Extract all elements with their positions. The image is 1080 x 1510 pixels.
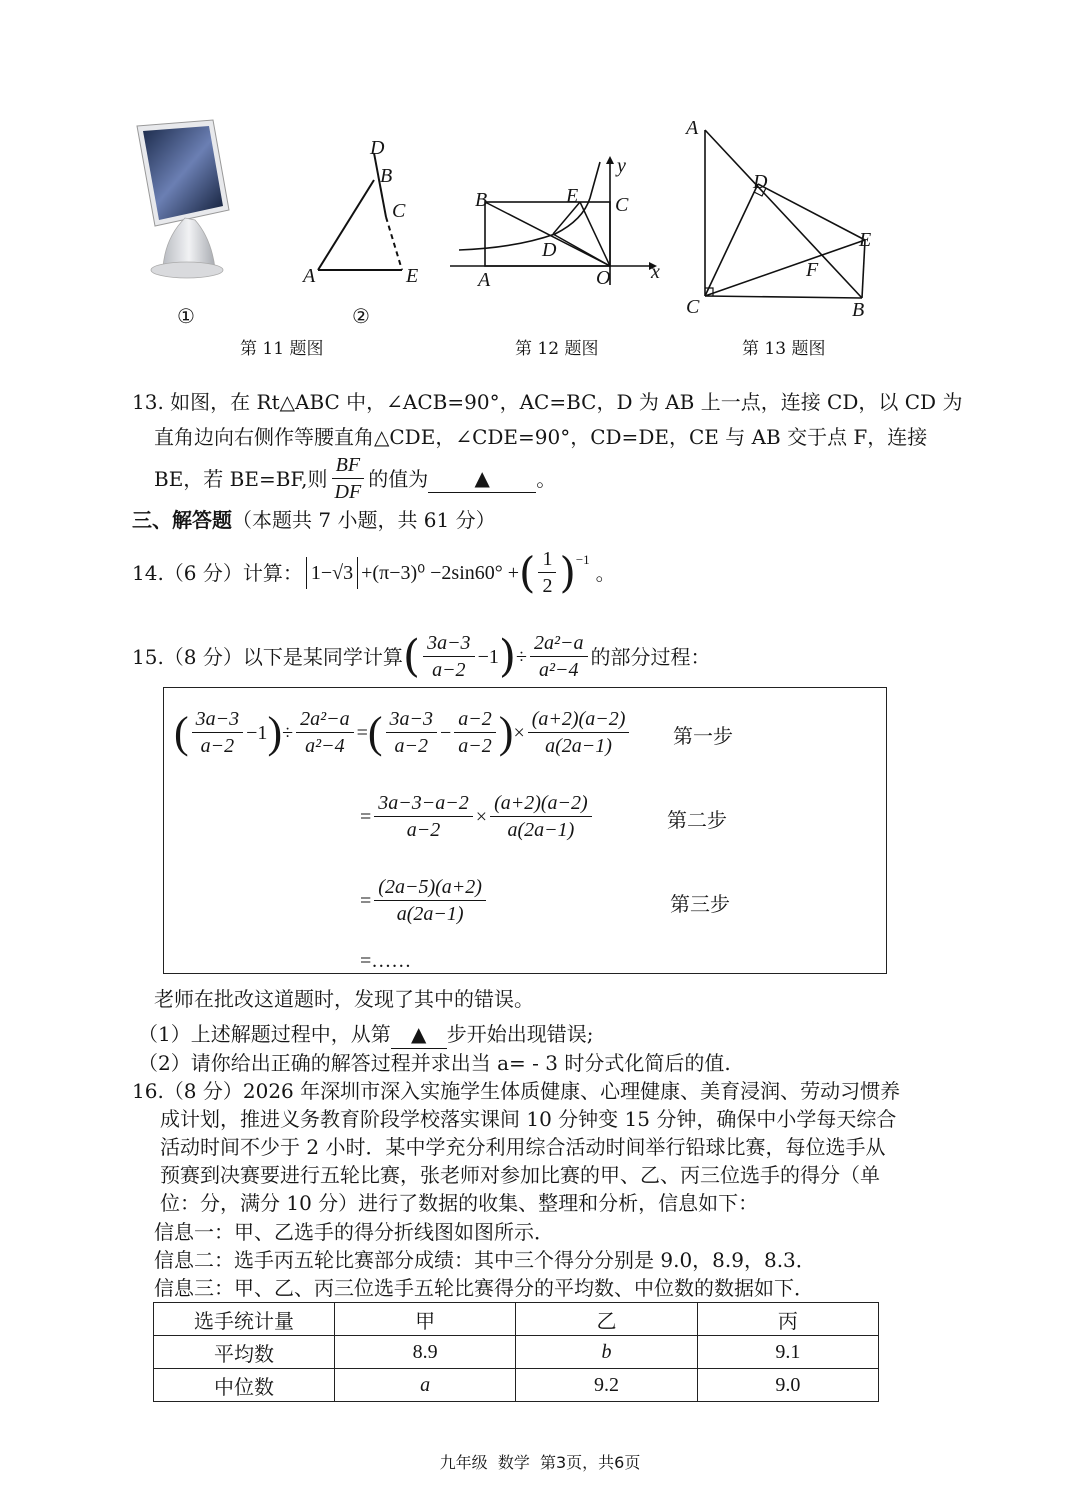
table-row [154,1369,879,1402]
q16-line-3: 活动时间不少于 2 小时．某中学充分利用综合活动时间举行铅球比赛，每位选手从 [160,1135,886,1159]
q15-div: ÷ [516,645,527,668]
q14-fraction [538,546,556,599]
fig11-point-C: C [392,200,406,222]
q16-line-5: 位：分，满分 10 分）进行了数据的收集、整理和分析，信息如下： [160,1191,759,1215]
table-cell: 8.9 [335,1336,516,1369]
q15-step-3-label: 第三步 [670,892,730,916]
q13-line-3 [154,452,556,505]
q16-line-4: 预赛到决赛要进行五轮比赛，张老师对参加比赛的甲、乙、丙三位选手的得分（单 [160,1163,880,1187]
section-3-note: （本题共 7 小题，共 61 分） [232,508,496,532]
fig12-point-B: B [475,189,488,211]
q14-line [132,546,616,599]
s2-a [374,790,473,843]
s1-b [454,706,496,759]
table-header-cell: 选手统计量 [154,1303,335,1336]
fig12-axis-y: y [617,155,626,177]
fig13-point-E: E [859,229,872,251]
fig12-point-E: E [566,185,579,207]
q15-prefix: 15.（8 分）以下是某同学计算 [132,644,403,669]
fig12-point-D: D [542,239,557,261]
q14-mid: +(π−3)⁰ −2sin60° + [361,561,520,584]
table-cell: 中位数 [154,1369,335,1402]
s1-left-f1 [192,706,244,759]
s2-a-num: 3a−3−a−2 [374,790,473,817]
s1-b-num: a−2 [454,706,496,733]
q15-paren-close: ) [498,630,517,682]
s1-a-num: 3a−3 [386,706,438,733]
q13-answer-blank[interactable]: ▲ [428,464,536,493]
q15-step-3-expr [360,874,489,927]
s1-times: × [513,721,525,744]
q15-step-2-label: 第二步 [667,808,727,832]
q16-info-1: 信息一：甲、乙选手的得分折线图如图所示． [154,1220,554,1244]
q16-stats-table [153,1302,879,1402]
s3-eq: = [360,889,372,912]
q15-step-1-expr [174,706,632,759]
s3-den: a(2a−1) [396,903,464,925]
q15-step-2-expr [360,790,595,843]
s1-a [386,706,438,759]
s3-num: (2a−5)(a+2) [374,874,486,901]
q15-f1-num: 3a−3 [423,630,475,657]
figure-11-stand-image [125,118,245,288]
q15-line [132,630,711,683]
s2-times: × [475,805,488,828]
s1-left-f2-num: 2a²−a [296,706,354,733]
s1-left-f1-num: 3a−3 [192,706,244,733]
figure-12-caption: 第 12 题图 [515,339,599,359]
q15-sub-1 [138,1020,593,1049]
q15-sub1-post: 步开始出现错误; [446,1022,594,1046]
q16-info-3: 信息三：甲、乙、丙三位选手五轮比赛得分的平均数、中位数的数据如下． [154,1276,814,1300]
q13-line-3-text: BE，若 BE=BF,则 [154,466,328,491]
s1-eq: = [356,721,368,744]
figure-13-diagram [690,118,880,308]
page-footer: 九年级 数学 第3页，共6页 [439,1453,641,1472]
s2-a-den: a−2 [406,819,441,841]
table-cell: a [335,1369,516,1402]
fig12-point-O: O [596,267,611,289]
q13-line-2: 直角边向右侧作等腰直角△CDE，∠CDE=90°，CD=DE，CE 与 AB 交于点 F，连接 [154,425,928,449]
s1-po1: ( [174,707,189,757]
q14-prefix: 14.（6 分）计算： [132,560,303,585]
q15-f1-den: a−2 [432,659,466,681]
table-row [154,1336,879,1369]
q16-info-2: 信息二：选手丙五轮比赛部分成绩：其中三个得分分别是 9.0，8.9，8.3． [154,1248,816,1272]
q13-frac-num: BF [332,452,364,479]
table-header-row [154,1303,879,1336]
s1-a-den: a−2 [394,735,429,757]
fig11-point-B: B [380,165,393,187]
fig13-point-D: D [753,171,768,193]
s2-c-num: (a+2)(a−2) [490,790,592,817]
figure-13-caption: 第 13 题图 [742,339,826,359]
q16-line-2: 成计划，推进义务教育阶段学校落实课间 10 分钟变 15 分钟，确保中小学每天综合 [160,1107,897,1131]
s2-c [490,790,592,843]
q15-sub1-pre: （1）上述解题过程中，从第 [138,1022,391,1046]
table-header-cell: 甲 [335,1303,516,1336]
q13-line-3-post: 的值为 [368,466,429,491]
s1-c [528,706,630,759]
fig13-point-C: C [686,296,700,318]
table-cell: 平均数 [154,1336,335,1369]
figure-11-label-2: ② [352,304,370,328]
section-3-title: 三、解答题 [132,508,232,532]
table-header-cell: 丙 [697,1303,878,1336]
fig13-point-B: B [852,299,865,321]
q14-paren-close: ) [559,547,576,597]
q14-abs-expr: 1−√3 [306,557,358,589]
table-cell: 9.2 [516,1369,697,1402]
s1-pc1: ) [267,707,283,757]
q15-step-4: =…… [360,950,412,972]
q15-teacher-note: 老师在批改这道题时，发现了其中的错误。 [154,987,534,1011]
figure-11-label-1: ① [177,304,195,328]
q13-end: 。 [536,466,557,491]
s1-minus1: −1 [246,721,268,744]
q15-frac-2 [530,630,588,683]
s1-left-f2 [296,706,354,759]
s1-c-num: (a+2)(a−2) [528,706,630,733]
s1-left-f1-den: a−2 [200,735,235,757]
q15-paren-open: ( [402,630,421,682]
s1-left-f2-den: a²−4 [305,735,345,757]
section-3-heading [132,506,496,534]
q14-frac-den: 2 [542,575,553,597]
s1-c-den: a(2a−1) [545,735,612,757]
s1-b-den: a−2 [458,735,492,757]
fig12-point-A: A [478,269,491,291]
q14-frac-num: 1 [538,546,556,573]
q15-step-1-label: 第一步 [673,724,733,748]
q15-suffix: 的部分过程： [590,644,711,669]
q14-exponent: −1 [575,552,590,567]
table-header-cell: 乙 [516,1303,697,1336]
fig12-axis-x: x [651,261,660,283]
q15-sub-2: （2）请你给出正确的解答过程并求出当 a= - 3 时分式化简后的值. [138,1051,731,1075]
q13-frac-den: DF [334,481,362,503]
q15-f2-den: a²−4 [539,659,579,681]
s1-minus: − [440,721,452,744]
s1-pc2: ) [498,707,514,757]
s2-c-den: a(2a−1) [507,819,575,841]
table-cell: 9.1 [697,1336,878,1369]
q15-frac-1 [423,630,475,683]
table-cell: 9.0 [697,1369,878,1402]
q15-f2-num: 2a²−a [530,630,588,657]
q14-end: 。 [595,560,616,585]
fig11-point-A: A [303,265,316,287]
q13-line-1: 13. 如图，在 Rt△ABC 中，∠ACB=90°，AC=BC，D 为 AB 上一点，连接 CD，以 CD 为 [132,390,963,414]
q16-line-1: 16.（8 分）2026 年深圳市深入实施学生体质健康、心理健康、美育浸润、劳动习惯养 [132,1079,901,1103]
fig12-point-C: C [615,194,629,216]
s2-eq: = [360,805,372,828]
s3-f [374,874,486,927]
table-cell: b [516,1336,697,1369]
q15-minus1: −1 [477,645,499,668]
s1-div: ÷ [282,721,294,744]
s1-po2: ( [367,707,383,757]
q15-sub1-blank[interactable]: ▲ [391,1020,447,1049]
fig13-point-F: F [806,259,819,281]
figure-11-caption: 第 11 题图 [240,339,324,359]
fig13-point-A: A [686,117,699,139]
fig11-point-E: E [406,265,419,287]
fig11-point-D: D [370,137,385,159]
q13-fraction [331,452,366,505]
q14-paren-open: ( [519,547,536,597]
